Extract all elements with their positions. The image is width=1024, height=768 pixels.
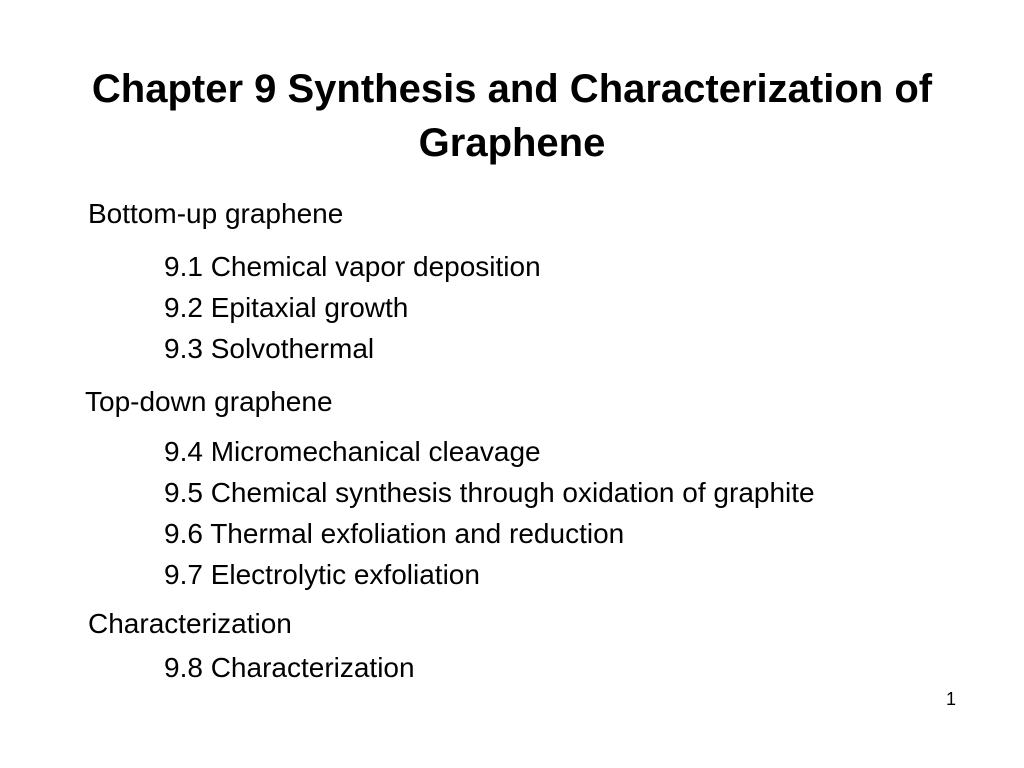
list-item: 9.3 Solvothermal <box>164 333 375 364</box>
section-list-top-down <box>164 431 815 595</box>
list-item: 9.1 Chemical vapor deposition <box>164 251 541 282</box>
section-heading-characterization: Characterization <box>88 608 292 639</box>
list-item: 9.5 Chemical synthesis through oxidation of graphite <box>164 477 815 508</box>
section-heading-top-down: Top-down graphene <box>85 386 333 417</box>
section-heading-bottom-up: Bottom-up graphene <box>88 198 344 229</box>
list-item: 9.8 Characterization <box>164 652 415 683</box>
list-item: 9.7 Electrolytic exfoliation <box>164 559 480 590</box>
slide-title: Chapter 9 Synthesis and Characterization of Graphene <box>91 67 933 165</box>
page-number: 1 <box>946 689 957 709</box>
section-list-bottom-up <box>164 246 541 369</box>
section-list-characterization <box>164 647 415 688</box>
list-item: 9.4 Micromechanical cleavage <box>164 436 541 467</box>
list-item: 9.6 Thermal exfoliation and reduction <box>164 518 625 549</box>
list-item: 9.2 Epitaxial growth <box>164 292 409 323</box>
